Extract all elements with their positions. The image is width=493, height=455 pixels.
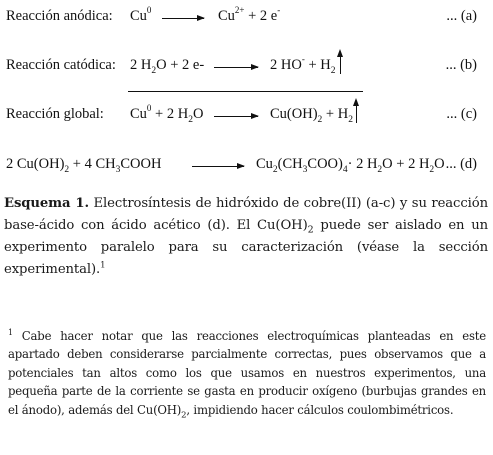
reaction-global (0, 103, 493, 128)
formula: $Cu(OH)_2$ (257, 218, 314, 236)
reactants: Cu$^0$ (130, 5, 152, 24)
scheme-caption: Esquema 1. Electrosíntesis de hidróxido de cobre(II) (a-c) y su reacción base-ácido con ácido acético (d). El $Cu(OH)_2$ puede ser aislado en un experimento paralelo para su caracterización (véase la sección experimental).$^1$ (4, 196, 489, 277)
formula: $Cu(OH)_2$ (137, 402, 187, 420)
reaction-tag: ... (c) (446, 106, 477, 122)
reaction-arrow (192, 166, 244, 167)
reaction-arrow (162, 18, 204, 19)
caption-label: Esquema 1. (4, 196, 89, 211)
reaction-anodic (0, 5, 493, 30)
reactants: 2 $H_2O + 2$ e- (130, 57, 205, 76)
products: $Cu_2(CH_3COO)_4\cdot 2$ $H_2O + 2$ $H_2O$ (256, 156, 445, 175)
reaction-label: Reacción catódica: (6, 57, 116, 73)
footnote: $^1$ Cabe hacer notar que las reacciones electroquímicas planteadas en este apartado deben considerarse parcialmente correctas, pues observamos que a potenciales tan altos como los que usamos en nuestros experimentos, una pequeña parte de la corriente se gasta en producir oxígeno (burbujas grandes en el ánodo), además del $Cu(OH)_2$, impidiendo hacer cálculos coulombimétricos. (8, 328, 486, 420)
reactants: $Cu^0 + 2$ $H_2O$ (130, 103, 204, 125)
reaction-tag: ... (a) (446, 8, 477, 24)
reaction-arrow (214, 116, 258, 117)
reaction-tag: ... (b) (445, 57, 477, 73)
footnote-marker: 1 (8, 328, 13, 338)
products: 2 $HO^- + H_2$ (270, 54, 336, 76)
reaction-label: Reacción global: (6, 106, 104, 122)
reaction-tag: ... (d) (445, 156, 477, 172)
gas-evolution-arrow (356, 105, 357, 123)
reaction-acid-base (0, 156, 493, 178)
reactants: 2 $Cu(OH)_2 + 4$ $CH_3COOH$ (6, 156, 162, 175)
reaction-scheme (0, 0, 493, 180)
footnote-ref[interactable]: 1 (100, 260, 106, 271)
gas-evolution-arrow (340, 56, 341, 74)
sum-rule (128, 91, 363, 92)
reaction-arrow (214, 67, 258, 68)
products: $Cu(OH)_2 + H_2$ (270, 106, 353, 125)
products: $Cu^{2+} + 2$ e- (218, 5, 281, 24)
reaction-cathodic (0, 54, 493, 79)
reaction-label: Reacción anódica: (6, 8, 113, 24)
